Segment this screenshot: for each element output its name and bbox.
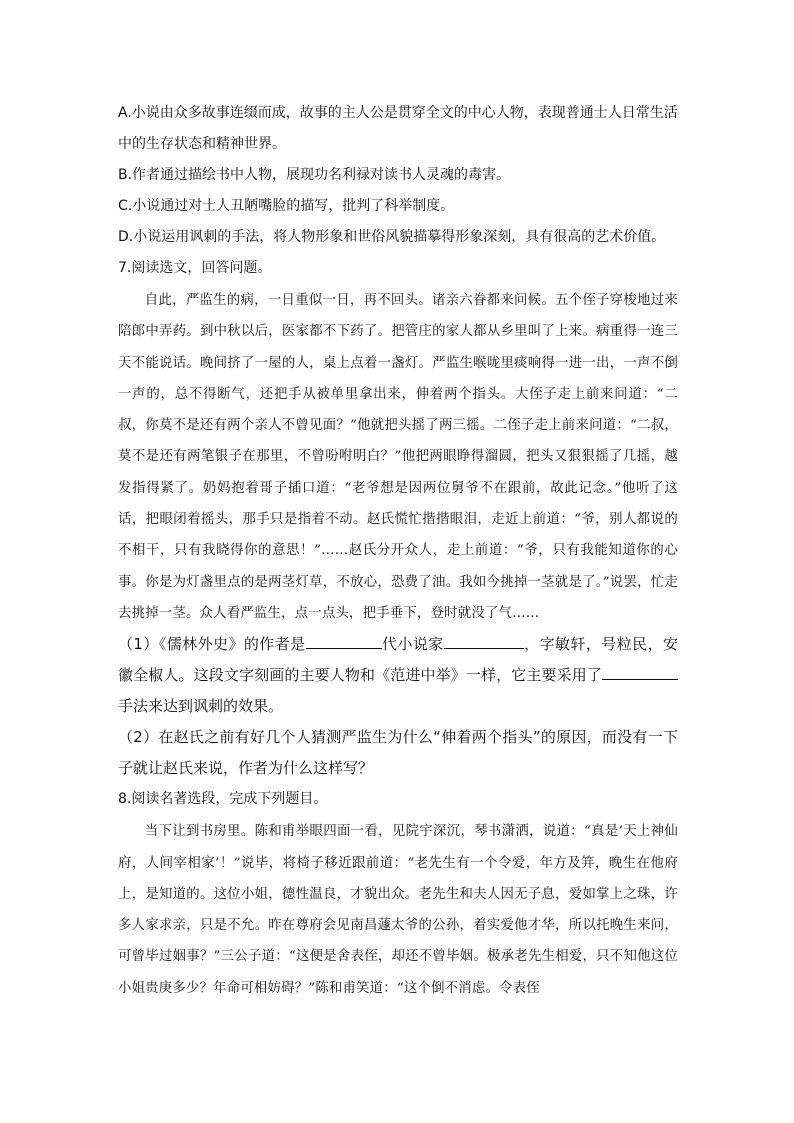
question-7-sub1	[118, 629, 678, 722]
answer-blank-dynasty[interactable]	[306, 630, 382, 649]
option-d: D.小说运用讽刺的手法，将人物形象和世俗风貌描摹得形象深刻，具有很高的艺术价值。	[118, 229, 666, 245]
answer-blank-author[interactable]	[444, 630, 524, 649]
answer-blank-technique[interactable]	[602, 661, 678, 680]
option-c: C.小说通过对士人丑陋嘴脸的描写，批判了科举制度。	[118, 198, 455, 214]
question-7-title: 7.阅读选文，回答问题。	[118, 260, 272, 276]
sub1-part2: 代小说家	[381, 635, 444, 654]
option-a: A.小说由众多故事连缀而成，故事的主人公是贯穿全文的中心人物，表现普通士人日常生活中的生存状态和精神世界。	[118, 105, 678, 152]
question-8-title: 8.阅读名著选段，完成下列题目。	[118, 791, 328, 808]
document-page	[118, 98, 678, 1004]
sub1-part3: ，字敏轩，号粒民，安徽全椒人。这段文字刻画的主要人物和《范进中举》一样，它主要采用了	[118, 635, 678, 685]
question-7-sub2: （2）在赵氏之前有好几个人猜测严监生为什么“伸着两个指头”的原因，而没有一下子就让赵氏来说，作者为什么这样写？	[118, 728, 678, 778]
question-7-passage: 自此，严监生的病，一日重似一日，再不回头。诸亲六眷都来问候。五个侄子穿梭地过来陪郎中弄药。到中秋以后，医家都不下药了。把管庄的家人都从乡里叫了上来。病重得一连三天不能说话。晚间挤了一屋的人，桌上点着一盏灯。严监生喉咙里痰响得一进一出，一声不倒一声的，总不得断气，还把手从被单里拿出来，伸着两个指头。大侄子走上前来问道：“二叔，你莫不是还有两个亲人不曾见面？”他就把头摇了两三摇。二侄子走上前来问道：“二叔，莫不是还有两笔银子在那里，不曾吩咐明白？”他把两眼睁得溜圆，把头又狠狠摇了几摇，越发指得紧了。奶妈抱着哥子插口道：“老爷想是因两位舅爷不在跟前，故此记念。”他听了这话，把眼闭着摇头，那手只是指着不动。赵氏慌忙揩揩眼泪，走近上前道：“爷，别人都说的不相干，只有我晓得你的意思！”……赵氏分开众人，走上前道：“爷，只有我能知道你的心事。你是为灯盏里点的是两茎灯草，不放心，恐费了油。我如今挑掉一茎就是了。”说罢，忙走去挑掉一茎。众人看严监生，点一点头，把手垂下，登时就没了气……	[118, 293, 678, 621]
sub1-part4: 手法来达到讽刺的效果。	[118, 697, 284, 716]
sub1-part1: （1）《儒林外史》的作者是	[118, 635, 306, 654]
option-b: B.作者通过描绘书中人物，展现功名利禄对读书人灵魂的毒害。	[118, 167, 511, 183]
question-8-passage: 当下让到书房里。陈和甫举眼四面一看，见院宇深沉，琴书潇洒，说道：“真是‘天上神仙府，人间宰相家’！”说毕，将椅子移近跟前道：“老先生有一个令爱，年方及笄，晚生在他府上，是知道的。这位小姐，德性温良，才貌出众。老先生和夫人因无子息，爱如掌上之珠，许多人家求亲，只是不允。昨在尊府会见南昌蘧太爷的公孙，着实爱他才华，所以托晚生来问，可曾毕过姻事？”三公子道：“这便是舍表侄，却还不曾毕姻。极承老先生相爱，只不知他这位小姐贵庚多少？年命可相妨碍？”陈和甫笑道：“这个倒不消虑。令表侄	[118, 824, 678, 996]
